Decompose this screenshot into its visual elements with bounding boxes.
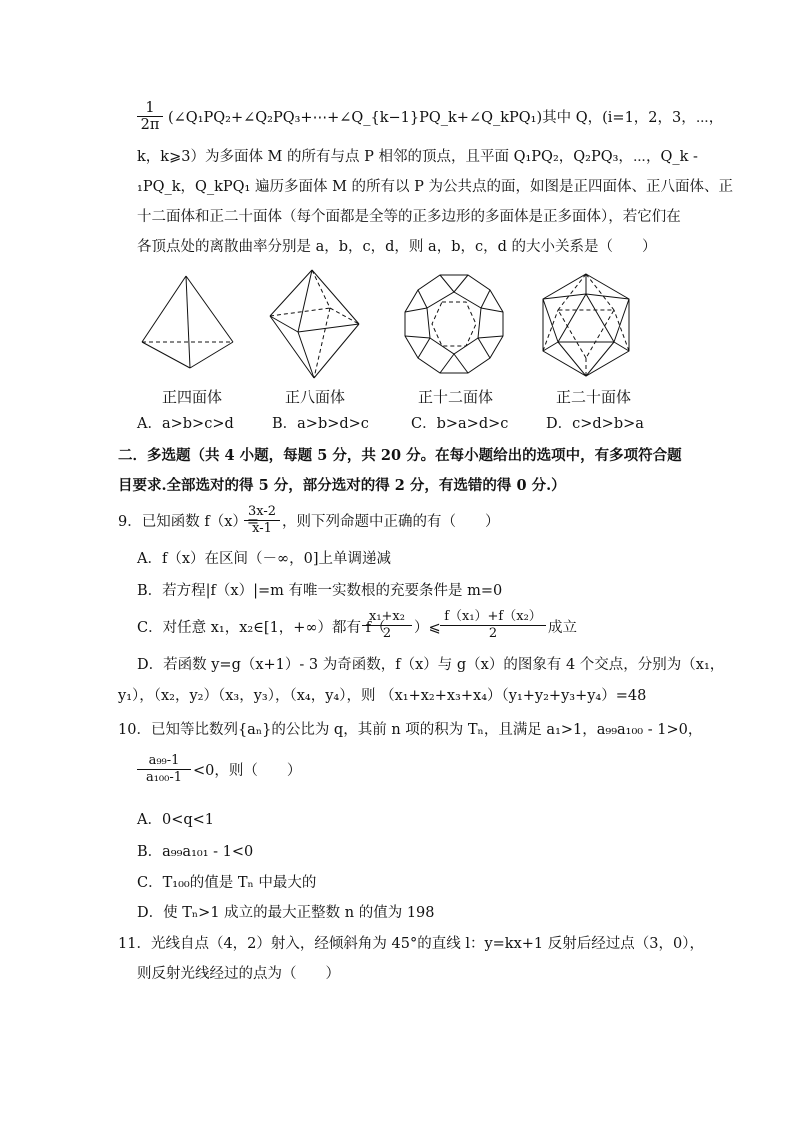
q8-option-d: D．c>d>b>a xyxy=(546,416,644,432)
q8-line2: k，k⩾3）为多面体 M 的所有与点 P 相邻的顶点，且平面 Q₁PQ₂，Q₂PQ₃，⋯，Q_k - xyxy=(137,149,698,165)
q9-option-c-frac2-num: f（x₁）+f（x₂） xyxy=(440,609,546,626)
q8-line4: 十二面体和正二十面体（每个面都是全等的正多边形的多面体是正多面体），若它们在 xyxy=(137,209,681,225)
q9-frac-num: 3x-2 xyxy=(244,504,280,521)
q8-frac-den: 2π xyxy=(140,117,160,133)
q9-stem-pre: 9．已知函数 f（x）= xyxy=(118,514,260,530)
q9-option-c-frac1-num: x₁+x₂ xyxy=(362,609,412,626)
q9-option-a: A．f（x）在区间（－∞，0]上单调递减 xyxy=(137,551,391,567)
q9-option-c-pre: C．对任意 x₁，x₂∈[1，+∞）都有 f（ xyxy=(137,620,386,636)
q8-option-c: C．b>a>d>c xyxy=(411,416,509,432)
q9-fraction xyxy=(244,504,280,537)
octahedron-figure xyxy=(264,268,364,382)
q11-line1: 11．光线自点（4，2）射入，经倾斜角为 45°的直线 l：y=kx+1 反射后经过点（3，0）， xyxy=(118,936,704,952)
q8-option-a: A．a>b>c>d xyxy=(137,416,234,432)
dodecahedron-figure xyxy=(402,272,506,376)
q10-stem: 10．已知等比数列{aₙ}的公比为 q，其前 n 项的积为 Tₙ，且满足 a₁>1，a₉₉a₁₀₀ - 1>0， xyxy=(118,722,703,738)
q8-option-b: B．a>b>d>c xyxy=(272,416,369,432)
q9-option-c-frac2-den: 2 xyxy=(488,626,498,641)
q10-option-b: B．a₉₉a₁₀₁ - 1<0 xyxy=(137,844,254,860)
q9-option-c-frac1-den: 2 xyxy=(382,626,392,641)
q9-frac-den: x-1 xyxy=(252,521,272,536)
caption-icosahedron: 正二十面体 xyxy=(556,388,632,406)
q10-frac-den: a₁₀₀-1 xyxy=(145,770,183,785)
caption-tetrahedron: 正四面体 xyxy=(162,388,223,406)
q8-frac-num: 1 xyxy=(137,100,163,117)
q10-option-c: C．T₁₀₀的值是 Tₙ 中最大的 xyxy=(137,875,317,891)
icosahedron-figure xyxy=(536,272,636,380)
q8-line1: (∠Q₁PQ₂+∠Q₂PQ₃+⋯+∠Q_{k−1}PQ_k+∠Q_kPQ₁)其中 Q，(i=1，2，3，⋯， xyxy=(168,110,724,126)
q10-fraction xyxy=(137,753,191,786)
q9-stem-post: ，则下列命题中正确的有（ ） xyxy=(282,514,500,530)
caption-dodecahedron: 正十二面体 xyxy=(418,388,494,406)
q9-option-d-line2: y₁），（x₂，y₂）（x₃，y₃），（x₄，y₄），则 （x₁+x₂+x₃+x₄）（y₁+y₂+y₃+y₄）=48 xyxy=(118,688,647,704)
q9-option-d-line1: D．若函数 y=g（x+1）- 3 为奇函数，f（x）与 g（x）的图象有 4 个交点，分别为（x₁， xyxy=(137,657,725,673)
q11-line2: 则反射光线经过的点为（ ） xyxy=(137,966,340,982)
q9-option-c-frac2 xyxy=(440,609,546,642)
q8-fraction xyxy=(137,100,163,133)
q8-line3: ₁PQ_k，Q_kPQ₁ 遍历多面体 M 的所有以 P 为公共点的面，如图是正四面体、正八面体、正 xyxy=(137,179,734,195)
section2-header-line1: 二．多选题（共 4 小题，每题 5 分，共 20 分。在每小题给出的选项中，有多项符合题 xyxy=(118,447,682,464)
q10-frac-num: a₉₉-1 xyxy=(137,753,191,770)
q9-option-c-frac1 xyxy=(362,609,412,642)
q9-option-b: B．若方程|f（x）|=m 有唯一实数根的充要条件是 m=0 xyxy=(137,583,503,599)
tetrahedron-figure xyxy=(138,272,238,382)
q8-line5: 各顶点处的离散曲率分别是 a，b，c，d，则 a，b，c，d 的大小关系是（ ） xyxy=(137,239,657,255)
q10-option-a: A．0<q<1 xyxy=(137,812,215,828)
q9-option-c-mid: ）⩽ xyxy=(414,620,441,636)
q9-option-c-post: 成立 xyxy=(548,620,577,636)
q10-frac-post: <0，则（ ） xyxy=(193,763,302,779)
caption-octahedron: 正八面体 xyxy=(285,388,346,406)
section2-header-line2: 目要求.全部选对的得 5 分，部分选对的得 2 分，有选错的得 0 分.） xyxy=(118,477,566,494)
q10-option-d: D．使 Tₙ>1 成立的最大正整数 n 的值为 198 xyxy=(137,905,435,921)
